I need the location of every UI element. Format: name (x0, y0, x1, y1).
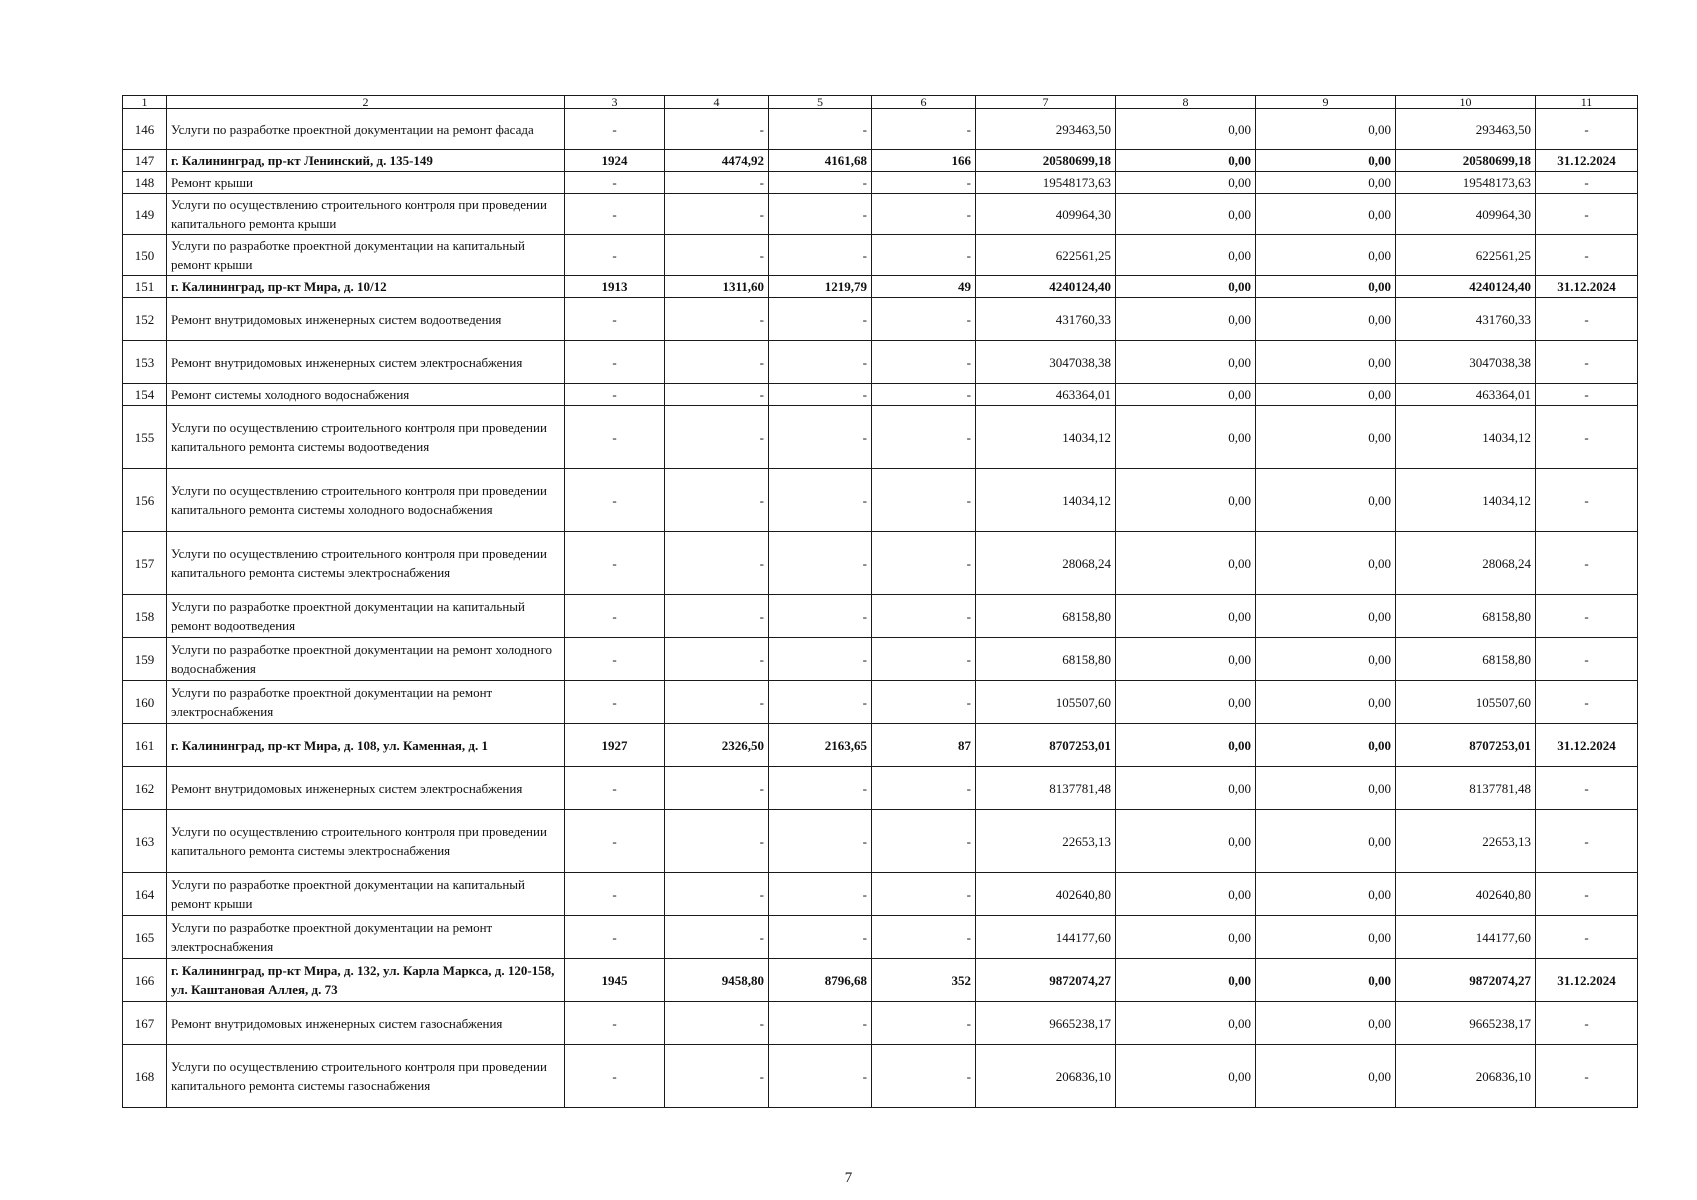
year-cell: - (565, 681, 665, 724)
total-cost-cell: 20580699,18 (976, 150, 1116, 172)
residents-cell: - (872, 341, 976, 384)
year-cell: - (565, 916, 665, 959)
year-cell: - (565, 638, 665, 681)
total-area-cell: 9458,80 (665, 959, 769, 1002)
cost-col8-cell: 0,00 (1116, 194, 1256, 235)
row-name: Услуги по разработке проектной документации на капитальный ремонт водоотведения (167, 595, 565, 638)
deadline-cell: - (1536, 638, 1638, 681)
cost-col10-cell: 9872074,27 (1396, 959, 1536, 1002)
cost-col10-cell: 8137781,48 (1396, 767, 1536, 810)
column-number-header: 6 (872, 96, 976, 109)
cost-col8-cell: 0,00 (1116, 767, 1256, 810)
row-number: 166 (123, 959, 167, 1002)
year-cell: - (565, 810, 665, 873)
cost-col10-cell: 4240124,40 (1396, 276, 1536, 298)
cost-col8-cell: 0,00 (1116, 384, 1256, 406)
row-name: Услуги по разработке проектной документации на капитальный ремонт крыши (167, 235, 565, 276)
total-area-cell: - (665, 406, 769, 469)
cost-col9-cell: 0,00 (1256, 235, 1396, 276)
total-cost-cell: 622561,25 (976, 235, 1116, 276)
total-cost-cell: 8137781,48 (976, 767, 1116, 810)
row-name: г. Калининград, пр-кт Мира, д. 10/12 (167, 276, 565, 298)
cost-col8-cell: 0,00 (1116, 341, 1256, 384)
deadline-cell: 31.12.2024 (1536, 150, 1638, 172)
living-area-cell: - (769, 341, 872, 384)
cost-col10-cell: 68158,80 (1396, 638, 1536, 681)
year-cell: - (565, 873, 665, 916)
residents-cell: - (872, 595, 976, 638)
cost-col8-cell: 0,00 (1116, 959, 1256, 1002)
row-name: г. Калининград, пр-кт Ленинский, д. 135-149 (167, 150, 565, 172)
table-row (123, 1002, 1638, 1045)
cost-col9-cell: 0,00 (1256, 276, 1396, 298)
row-number: 168 (123, 1045, 167, 1108)
living-area-cell: - (769, 767, 872, 810)
living-area-cell: - (769, 810, 872, 873)
residents-cell: - (872, 681, 976, 724)
cost-col8-cell: 0,00 (1116, 638, 1256, 681)
row-name: г. Калининград, пр-кт Мира, д. 108, ул. Каменная, д. 1 (167, 724, 565, 767)
living-area-cell: - (769, 1045, 872, 1108)
deadline-cell: 31.12.2024 (1536, 724, 1638, 767)
column-number-header: 5 (769, 96, 872, 109)
cost-col9-cell: 0,00 (1256, 1045, 1396, 1108)
total-cost-cell: 144177,60 (976, 916, 1116, 959)
table-row (123, 810, 1638, 873)
cost-col9-cell: 0,00 (1256, 959, 1396, 1002)
table-row (123, 109, 1638, 150)
year-cell: - (565, 767, 665, 810)
cost-col9-cell: 0,00 (1256, 406, 1396, 469)
cost-col10-cell: 622561,25 (1396, 235, 1536, 276)
total-cost-cell: 3047038,38 (976, 341, 1116, 384)
column-number-header: 9 (1256, 96, 1396, 109)
cost-col9-cell: 0,00 (1256, 595, 1396, 638)
total-area-cell: - (665, 873, 769, 916)
total-area-cell: - (665, 298, 769, 341)
cost-col9-cell: 0,00 (1256, 1002, 1396, 1045)
row-number: 153 (123, 341, 167, 384)
cost-col9-cell: 0,00 (1256, 681, 1396, 724)
row-number: 167 (123, 1002, 167, 1045)
row-number: 157 (123, 532, 167, 595)
deadline-cell: - (1536, 341, 1638, 384)
total-cost-cell: 431760,33 (976, 298, 1116, 341)
row-number: 159 (123, 638, 167, 681)
cost-col9-cell: 0,00 (1256, 341, 1396, 384)
cost-col8-cell: 0,00 (1116, 595, 1256, 638)
total-area-cell: - (665, 1045, 769, 1108)
row-number: 146 (123, 109, 167, 150)
cost-col9-cell: 0,00 (1256, 638, 1396, 681)
residents-cell: 87 (872, 724, 976, 767)
row-number: 149 (123, 194, 167, 235)
cost-col9-cell: 0,00 (1256, 150, 1396, 172)
table-row (123, 595, 1638, 638)
cost-col10-cell: 293463,50 (1396, 109, 1536, 150)
column-number-header: 11 (1536, 96, 1638, 109)
cost-col10-cell: 402640,80 (1396, 873, 1536, 916)
cost-col8-cell: 0,00 (1116, 1002, 1256, 1045)
cost-col8-cell: 0,00 (1116, 406, 1256, 469)
residents-cell: - (872, 1002, 976, 1045)
residents-cell: - (872, 638, 976, 681)
table-row (123, 406, 1638, 469)
cost-col8-cell: 0,00 (1116, 298, 1256, 341)
living-area-cell: - (769, 532, 872, 595)
row-number: 164 (123, 873, 167, 916)
year-cell: - (565, 384, 665, 406)
living-area-cell: - (769, 916, 872, 959)
cost-col8-cell: 0,00 (1116, 532, 1256, 595)
total-area-cell: - (665, 916, 769, 959)
cost-col9-cell: 0,00 (1256, 767, 1396, 810)
total-area-cell: 4474,92 (665, 150, 769, 172)
table-row (123, 384, 1638, 406)
deadline-cell: - (1536, 235, 1638, 276)
living-area-cell: - (769, 406, 872, 469)
cost-col8-cell: 0,00 (1116, 873, 1256, 916)
deadline-cell: - (1536, 595, 1638, 638)
total-area-cell: - (665, 194, 769, 235)
residents-cell: - (872, 767, 976, 810)
deadline-cell: - (1536, 767, 1638, 810)
cost-col10-cell: 463364,01 (1396, 384, 1536, 406)
cost-col9-cell: 0,00 (1256, 532, 1396, 595)
year-cell: - (565, 298, 665, 341)
year-cell: - (565, 194, 665, 235)
year-cell: - (565, 1002, 665, 1045)
cost-col9-cell: 0,00 (1256, 384, 1396, 406)
table-row (123, 172, 1638, 194)
header-row (123, 96, 1638, 109)
total-cost-cell: 9665238,17 (976, 1002, 1116, 1045)
row-name: Услуги по разработке проектной документации на капитальный ремонт крыши (167, 873, 565, 916)
row-name: Услуги по осуществлению строительного контроля при проведении капитального ремонта крыши (167, 194, 565, 235)
cost-col10-cell: 206836,10 (1396, 1045, 1536, 1108)
residents-cell: - (872, 384, 976, 406)
residents-cell: - (872, 298, 976, 341)
living-area-cell: - (769, 638, 872, 681)
cost-col8-cell: 0,00 (1116, 109, 1256, 150)
cost-col8-cell: 0,00 (1116, 276, 1256, 298)
total-area-cell: - (665, 109, 769, 150)
deadline-cell: - (1536, 172, 1638, 194)
living-area-cell: 8796,68 (769, 959, 872, 1002)
residents-cell: - (872, 235, 976, 276)
living-area-cell: - (769, 681, 872, 724)
year-cell: - (565, 532, 665, 595)
row-name: г. Калининград, пр-кт Мира, д. 132, ул. Карла Маркса, д. 120-158, ул. Каштановая Аллея, д. 73 (167, 959, 565, 1002)
cost-col10-cell: 9665238,17 (1396, 1002, 1536, 1045)
cost-col8-cell: 0,00 (1116, 469, 1256, 532)
total-cost-cell: 68158,80 (976, 595, 1116, 638)
total-area-cell: - (665, 235, 769, 276)
total-area-cell: - (665, 767, 769, 810)
cost-col10-cell: 3047038,38 (1396, 341, 1536, 384)
total-area-cell: - (665, 384, 769, 406)
year-cell: 1924 (565, 150, 665, 172)
cost-col8-cell: 0,00 (1116, 150, 1256, 172)
cost-col10-cell: 20580699,18 (1396, 150, 1536, 172)
residents-cell: 49 (872, 276, 976, 298)
cost-col8-cell: 0,00 (1116, 724, 1256, 767)
row-name: Ремонт внутридомовых инженерных систем водоотведения (167, 298, 565, 341)
year-cell: 1945 (565, 959, 665, 1002)
row-number: 147 (123, 150, 167, 172)
cost-col8-cell: 0,00 (1116, 1045, 1256, 1108)
total-area-cell: - (665, 1002, 769, 1045)
living-area-cell: - (769, 384, 872, 406)
total-area-cell: - (665, 681, 769, 724)
residents-cell: - (872, 194, 976, 235)
total-cost-cell: 4240124,40 (976, 276, 1116, 298)
living-area-cell: 2163,65 (769, 724, 872, 767)
cost-col8-cell: 0,00 (1116, 681, 1256, 724)
year-cell: - (565, 235, 665, 276)
row-number: 158 (123, 595, 167, 638)
row-number: 148 (123, 172, 167, 194)
cost-col10-cell: 105507,60 (1396, 681, 1536, 724)
cost-col10-cell: 14034,12 (1396, 406, 1536, 469)
living-area-cell: - (769, 109, 872, 150)
living-area-cell: - (769, 172, 872, 194)
living-area-cell: 4161,68 (769, 150, 872, 172)
row-number: 151 (123, 276, 167, 298)
total-area-cell: - (665, 532, 769, 595)
cost-col8-cell: 0,00 (1116, 172, 1256, 194)
table-row (123, 959, 1638, 1002)
living-area-cell: - (769, 873, 872, 916)
cost-col9-cell: 0,00 (1256, 194, 1396, 235)
deadline-cell: - (1536, 916, 1638, 959)
column-number-header: 4 (665, 96, 769, 109)
table-row (123, 276, 1638, 298)
row-number: 154 (123, 384, 167, 406)
table-row (123, 150, 1638, 172)
table-row (123, 298, 1638, 341)
cost-col10-cell: 144177,60 (1396, 916, 1536, 959)
deadline-cell: - (1536, 194, 1638, 235)
row-name: Услуги по разработке проектной документации на ремонт фасада (167, 109, 565, 150)
living-area-cell: - (769, 194, 872, 235)
deadline-cell: - (1536, 810, 1638, 873)
row-name: Услуги по осуществлению строительного контроля при проведении капитального ремонта системы газоснабжения (167, 1045, 565, 1108)
column-number-header: 10 (1396, 96, 1536, 109)
living-area-cell: 1219,79 (769, 276, 872, 298)
row-number: 156 (123, 469, 167, 532)
table-row (123, 235, 1638, 276)
page-number: 7 (844, 1170, 853, 1186)
row-number: 155 (123, 406, 167, 469)
total-cost-cell: 409964,30 (976, 194, 1116, 235)
total-cost-cell: 14034,12 (976, 406, 1116, 469)
residents-cell: - (872, 406, 976, 469)
deadline-cell: - (1536, 298, 1638, 341)
total-cost-cell: 206836,10 (976, 1045, 1116, 1108)
year-cell: 1913 (565, 276, 665, 298)
year-cell: - (565, 406, 665, 469)
deadline-cell: 31.12.2024 (1536, 959, 1638, 1002)
column-number-header: 1 (123, 96, 167, 109)
year-cell: - (565, 341, 665, 384)
total-cost-cell: 402640,80 (976, 873, 1116, 916)
living-area-cell: - (769, 298, 872, 341)
table-row (123, 341, 1638, 384)
table-row (123, 638, 1638, 681)
cost-col9-cell: 0,00 (1256, 469, 1396, 532)
deadline-cell: - (1536, 469, 1638, 532)
deadline-cell: - (1536, 406, 1638, 469)
residents-cell: - (872, 469, 976, 532)
table-row (123, 767, 1638, 810)
total-cost-cell: 105507,60 (976, 681, 1116, 724)
cost-col9-cell: 0,00 (1256, 916, 1396, 959)
cost-col10-cell: 431760,33 (1396, 298, 1536, 341)
row-number: 163 (123, 810, 167, 873)
table-row (123, 532, 1638, 595)
total-area-cell: - (665, 469, 769, 532)
column-number-header: 3 (565, 96, 665, 109)
row-name: Ремонт крыши (167, 172, 565, 194)
total-cost-cell: 8707253,01 (976, 724, 1116, 767)
residents-cell: - (872, 172, 976, 194)
cost-col10-cell: 19548173,63 (1396, 172, 1536, 194)
residents-cell: - (872, 1045, 976, 1108)
deadline-cell: - (1536, 109, 1638, 150)
row-number: 152 (123, 298, 167, 341)
cost-col10-cell: 14034,12 (1396, 469, 1536, 532)
column-number-header: 2 (167, 96, 565, 109)
residents-cell: - (872, 873, 976, 916)
total-area-cell: - (665, 810, 769, 873)
row-name: Услуги по разработке проектной документации на ремонт электроснабжения (167, 681, 565, 724)
table-row (123, 724, 1638, 767)
row-name: Ремонт внутридомовых инженерных систем газоснабжения (167, 1002, 565, 1045)
table-row (123, 469, 1638, 532)
deadline-cell: - (1536, 384, 1638, 406)
year-cell: - (565, 595, 665, 638)
total-area-cell: - (665, 341, 769, 384)
year-cell: - (565, 469, 665, 532)
living-area-cell: - (769, 469, 872, 532)
total-cost-cell: 28068,24 (976, 532, 1116, 595)
deadline-cell: - (1536, 1002, 1638, 1045)
residents-cell: - (872, 532, 976, 595)
total-cost-cell: 19548173,63 (976, 172, 1116, 194)
row-name: Ремонт внутридомовых инженерных систем электроснабжения (167, 767, 565, 810)
cost-col10-cell: 409964,30 (1396, 194, 1536, 235)
cost-col9-cell: 0,00 (1256, 172, 1396, 194)
cost-col9-cell: 0,00 (1256, 810, 1396, 873)
table-row (123, 873, 1638, 916)
table-row (123, 1045, 1638, 1108)
cost-col9-cell: 0,00 (1256, 109, 1396, 150)
row-name: Услуги по разработке проектной документации на ремонт электроснабжения (167, 916, 565, 959)
total-area-cell: - (665, 595, 769, 638)
cost-col10-cell: 8707253,01 (1396, 724, 1536, 767)
residents-cell: - (872, 916, 976, 959)
table-row (123, 194, 1638, 235)
works-table (122, 95, 1638, 1108)
deadline-cell: - (1536, 532, 1638, 595)
row-name: Услуги по осуществлению строительного контроля при проведении капитального ремонта системы электроснабжения (167, 532, 565, 595)
deadline-cell: - (1536, 873, 1638, 916)
cost-col9-cell: 0,00 (1256, 298, 1396, 341)
cost-col9-cell: 0,00 (1256, 873, 1396, 916)
total-area-cell: 1311,60 (665, 276, 769, 298)
deadline-cell: - (1536, 681, 1638, 724)
cost-col10-cell: 68158,80 (1396, 595, 1536, 638)
residents-cell: 166 (872, 150, 976, 172)
table-row (123, 916, 1638, 959)
living-area-cell: - (769, 1002, 872, 1045)
year-cell: - (565, 109, 665, 150)
row-name: Ремонт системы холодного водоснабжения (167, 384, 565, 406)
total-cost-cell: 22653,13 (976, 810, 1116, 873)
deadline-cell: 31.12.2024 (1536, 276, 1638, 298)
row-number: 161 (123, 724, 167, 767)
total-cost-cell: 14034,12 (976, 469, 1116, 532)
total-area-cell: - (665, 172, 769, 194)
total-cost-cell: 293463,50 (976, 109, 1116, 150)
cost-col10-cell: 22653,13 (1396, 810, 1536, 873)
year-cell: - (565, 1045, 665, 1108)
row-name: Услуги по осуществлению строительного контроля при проведении капитального ремонта системы электроснабжения (167, 810, 565, 873)
year-cell: 1927 (565, 724, 665, 767)
residents-cell: 352 (872, 959, 976, 1002)
table-row (123, 681, 1638, 724)
total-cost-cell: 68158,80 (976, 638, 1116, 681)
cost-col9-cell: 0,00 (1256, 724, 1396, 767)
cost-col10-cell: 28068,24 (1396, 532, 1536, 595)
year-cell: - (565, 172, 665, 194)
column-number-header: 8 (1116, 96, 1256, 109)
living-area-cell: - (769, 595, 872, 638)
deadline-cell: - (1536, 1045, 1638, 1108)
row-number: 150 (123, 235, 167, 276)
row-name: Услуги по осуществлению строительного контроля при проведении капитального ремонта системы водоотведения (167, 406, 565, 469)
row-name: Услуги по разработке проектной документации на ремонт холодного водоснабжения (167, 638, 565, 681)
residents-cell: - (872, 810, 976, 873)
row-number: 165 (123, 916, 167, 959)
cost-col8-cell: 0,00 (1116, 810, 1256, 873)
total-cost-cell: 463364,01 (976, 384, 1116, 406)
row-name: Услуги по осуществлению строительного контроля при проведении капитального ремонта системы холодного водоснабжения (167, 469, 565, 532)
total-area-cell: - (665, 638, 769, 681)
living-area-cell: - (769, 235, 872, 276)
residents-cell: - (872, 109, 976, 150)
total-cost-cell: 9872074,27 (976, 959, 1116, 1002)
row-name: Ремонт внутридомовых инженерных систем электроснабжения (167, 341, 565, 384)
cost-col8-cell: 0,00 (1116, 916, 1256, 959)
row-number: 160 (123, 681, 167, 724)
total-area-cell: 2326,50 (665, 724, 769, 767)
row-number: 162 (123, 767, 167, 810)
cost-col8-cell: 0,00 (1116, 235, 1256, 276)
column-number-header: 7 (976, 96, 1116, 109)
